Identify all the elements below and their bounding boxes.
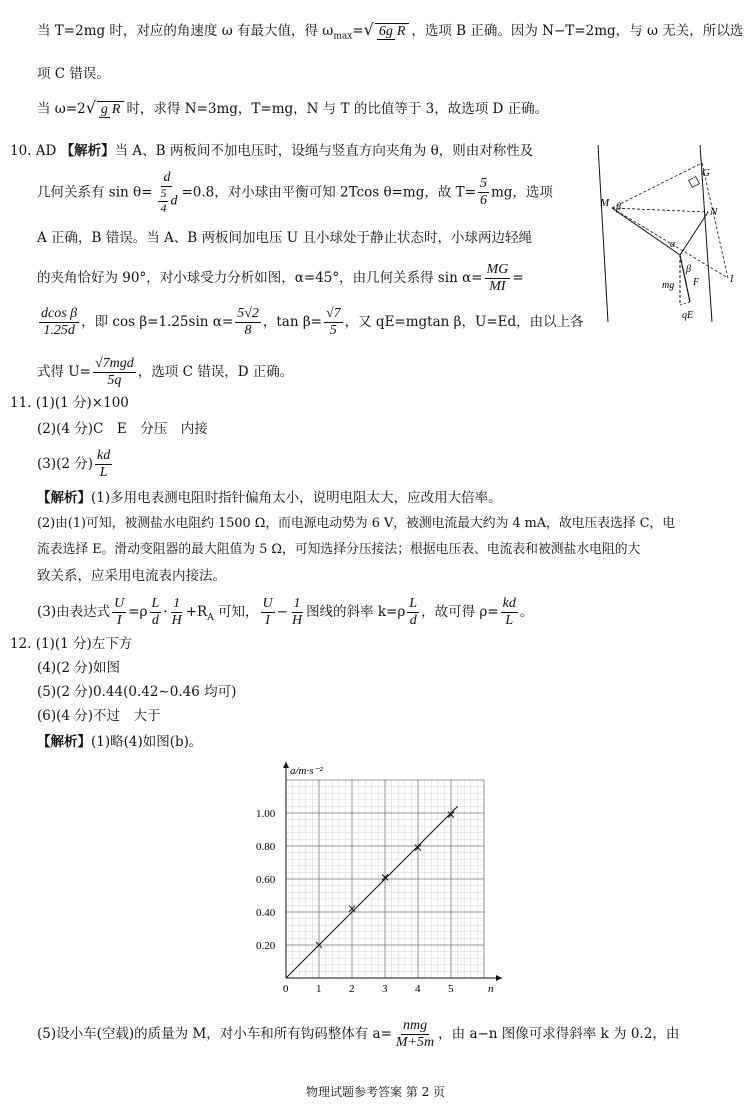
numerator: 6g bbox=[378, 23, 393, 39]
text-line: − bbox=[276, 604, 288, 621]
numerator: √7 bbox=[324, 306, 343, 323]
y-tick-label: 0.20 bbox=[256, 940, 276, 952]
dashed-line bbox=[612, 163, 702, 208]
numerator: d bbox=[161, 170, 172, 187]
text-line bbox=[37, 1018, 679, 1051]
numerator: L bbox=[150, 596, 162, 613]
plate-a bbox=[598, 145, 608, 322]
text-line: ，即 cos β=1.25sin α= bbox=[81, 314, 234, 331]
y-tick-label: 1.00 bbox=[256, 808, 276, 820]
denominator: R bbox=[111, 101, 121, 117]
text-line: 致关系，应采用电流表内接法。 bbox=[37, 568, 226, 584]
fraction bbox=[158, 187, 168, 216]
dashed-line bbox=[612, 208, 708, 212]
text-line: (3)由表达式 bbox=[37, 604, 111, 621]
numerator: MG bbox=[485, 262, 511, 279]
denominator: R bbox=[396, 23, 406, 39]
sqrt-symbol: √ bbox=[363, 20, 374, 39]
numerator: 1 bbox=[171, 596, 182, 613]
text-line: (2)(4 分)C E 分压 内接 bbox=[37, 421, 208, 437]
x-tick-label: 3 bbox=[382, 983, 388, 995]
text-line bbox=[37, 170, 553, 216]
numerator: √7mgd bbox=[93, 356, 136, 373]
label-mg: mg bbox=[662, 280, 675, 291]
y-axis-arrow bbox=[283, 762, 289, 768]
numerator: g bbox=[100, 101, 108, 117]
question-10-line bbox=[10, 145, 533, 159]
label-beta-2: β bbox=[686, 264, 691, 275]
text-line: 可知， bbox=[213, 604, 259, 621]
text-line bbox=[37, 596, 533, 629]
text-line: 几何关系有 sin θ= bbox=[37, 184, 153, 201]
numerator: 1 bbox=[292, 596, 303, 613]
label-m: M bbox=[600, 197, 610, 209]
chart-ylabel: a/m·s⁻² bbox=[290, 765, 323, 777]
text-line: 11. (1)(1 分)×100 bbox=[10, 395, 129, 411]
text-line: A 正确，B 错误。当 A、B 两板间加电压 U 且小球处于静止状态时，小球两边轻绳 bbox=[37, 230, 532, 246]
text-line bbox=[37, 22, 743, 42]
variable: d bbox=[170, 193, 178, 209]
text-line: 流表选择 E。滑动变阻器的最大阻值为 5 Ω，可知选择分压接法；根据电压表、电流表和被测盐水电阻的大 bbox=[37, 542, 641, 557]
text-line bbox=[37, 262, 524, 295]
y-tick-label: 0.60 bbox=[256, 874, 276, 886]
force-diagram bbox=[590, 140, 750, 330]
text-line: 式得 U= bbox=[37, 364, 91, 381]
denominator: L bbox=[505, 613, 514, 629]
fraction bbox=[290, 596, 304, 629]
fraction bbox=[407, 596, 419, 629]
denominator: L bbox=[99, 465, 108, 481]
text-line: · bbox=[163, 604, 168, 621]
text-line: 当 ω=2 bbox=[37, 101, 86, 117]
text-line: 。 bbox=[519, 604, 534, 621]
denominator bbox=[154, 187, 179, 216]
f-arrow bbox=[680, 255, 690, 302]
x-tick-label: 4 bbox=[415, 983, 421, 995]
text-line bbox=[37, 492, 502, 506]
text-line bbox=[37, 736, 202, 750]
numerator: 5√2 bbox=[235, 306, 261, 323]
denominator: 6 bbox=[479, 193, 487, 209]
label-n: N bbox=[710, 206, 718, 218]
text-line: = bbox=[352, 23, 364, 39]
denominator: d bbox=[409, 613, 417, 629]
label-alpha: α bbox=[670, 239, 676, 250]
fraction bbox=[485, 262, 511, 295]
text-line: 时，求得 N=3mg，T=mg，N 与 T 的比值等于 3，故选项 D 正确。 bbox=[126, 101, 549, 117]
text-line: ，选项 B 正确。因为 N−T=2mg，与 ω 无关，所以选 bbox=[411, 23, 744, 39]
answer: 10. AD bbox=[10, 143, 57, 159]
numerator: nmg bbox=[401, 1018, 429, 1035]
text-line: =ρ bbox=[128, 604, 148, 621]
a-n-chart bbox=[240, 760, 520, 1000]
x-tick-label: 1 bbox=[316, 983, 322, 995]
rope-right bbox=[680, 212, 708, 255]
text-line: =0.8，对小球由平衡可知 2Tcos θ=mg，故 T= bbox=[181, 184, 476, 201]
page-footer: 物理试题参考答案 第 2 页 bbox=[305, 1085, 446, 1099]
fraction bbox=[112, 596, 126, 629]
analysis-tag: 【解析】 bbox=[37, 490, 91, 506]
denominator: 8 bbox=[244, 323, 252, 339]
fraction bbox=[375, 23, 410, 40]
text-line: ，tan β= bbox=[262, 314, 322, 331]
numerator: U bbox=[261, 596, 275, 613]
denominator: 5q bbox=[107, 373, 122, 389]
text-line bbox=[37, 448, 114, 481]
label-i: I bbox=[730, 274, 734, 285]
text-line: (1)多用电表测电阻时指针偏角太小，说明电阻太大，应改用大倍率。 bbox=[91, 490, 502, 506]
chart-xlabel: n bbox=[488, 983, 494, 995]
analysis-tag: 【解析】 bbox=[60, 143, 115, 159]
denominator: 4 bbox=[160, 200, 167, 215]
fraction bbox=[170, 596, 184, 629]
text-line: ，选项 C 错误，D 正确。 bbox=[137, 364, 294, 381]
text-line: ，故可得 ρ= bbox=[421, 604, 499, 621]
text-line: (2)由(1)可知，被测盐水电阻约 1500 Ω，而电源电动势为 6 V，被测电流最大约为 4 mA，故电压表选择 C，电 bbox=[37, 516, 676, 531]
y-tick-label: 0.40 bbox=[256, 907, 276, 919]
fraction bbox=[97, 101, 125, 118]
text-line: (5)(2 分)0.44(0.42∼0.46 均可) bbox=[37, 684, 237, 700]
text-line: 的夹角恰好为 90°，对小球受力分析如图，α=45°，由几何关系得 sin α= bbox=[37, 270, 483, 287]
fraction bbox=[501, 596, 518, 629]
dashed-line bbox=[702, 163, 728, 278]
text-line bbox=[37, 356, 293, 389]
label-f: F bbox=[693, 277, 700, 288]
text-line: 当 A、B 两板间不加电压时，设绳与竖直方向夹角为 θ，则由对称性及 bbox=[114, 143, 534, 159]
numerator: 5 bbox=[160, 186, 167, 201]
denominator: I bbox=[116, 613, 122, 629]
y-tick-label: 0.80 bbox=[256, 841, 276, 853]
label-beta: β bbox=[616, 202, 621, 213]
fraction bbox=[93, 356, 136, 389]
qe-line bbox=[680, 302, 690, 305]
text-line: 项 C 错误。 bbox=[37, 66, 110, 82]
x-tick-label: 2 bbox=[349, 983, 355, 995]
text-line bbox=[37, 306, 584, 339]
text-line bbox=[37, 100, 548, 118]
fraction bbox=[154, 170, 179, 216]
fraction bbox=[394, 1018, 436, 1051]
fraction bbox=[95, 448, 112, 481]
denominator: H bbox=[291, 613, 303, 629]
text-line: 图线的斜率 k=ρ bbox=[306, 604, 406, 621]
denominator: MI bbox=[489, 279, 506, 295]
x-axis-arrow bbox=[496, 975, 502, 981]
denominator: H bbox=[171, 613, 182, 629]
numerator: L bbox=[407, 596, 419, 613]
x-tick-label: 5 bbox=[448, 983, 454, 995]
denominator: M+5m bbox=[395, 1035, 435, 1051]
fraction bbox=[39, 306, 79, 339]
denominator: 5 bbox=[329, 323, 337, 339]
numerator: dcos β bbox=[39, 306, 79, 323]
denominator: d bbox=[151, 613, 159, 629]
text-line: mg，选项 bbox=[490, 184, 553, 201]
subscript: A bbox=[207, 612, 214, 623]
analysis-tag: 【解析】 bbox=[37, 734, 91, 750]
numerator: 5 bbox=[478, 176, 489, 193]
fraction bbox=[478, 176, 489, 209]
denominator: I bbox=[265, 613, 270, 629]
numerator: kd bbox=[501, 596, 518, 613]
text-line: ，由 a−n 图像可求得斜率 k 为 0.2，由 bbox=[438, 1026, 680, 1043]
x-tick-label: 0 bbox=[283, 983, 289, 995]
text-line: (5)设小车(空载)的质量为 M，对小车和所有钩码整体有 a= bbox=[37, 1026, 392, 1043]
fraction bbox=[261, 596, 275, 629]
text-line: 当 T=2mg 时，对应的角速度 ω 有最大值，得 ω bbox=[37, 23, 334, 39]
sqrt-symbol: √ bbox=[85, 98, 96, 117]
denominator: 1.25d bbox=[43, 323, 75, 339]
fraction bbox=[324, 306, 343, 339]
fraction bbox=[150, 596, 162, 629]
text-line: (1)略(4)如图(b)。 bbox=[91, 734, 203, 750]
text-line: (3)(2 分) bbox=[37, 456, 94, 473]
text-line: ，又 qE=mgtan β，U=Ed，由以上各 bbox=[344, 314, 584, 331]
text-line: = bbox=[512, 270, 524, 287]
fraction bbox=[235, 306, 261, 339]
label-qe: qE bbox=[682, 310, 694, 321]
text-line: +R bbox=[185, 604, 208, 621]
numerator: kd bbox=[95, 448, 112, 465]
label-g: G bbox=[702, 167, 710, 179]
subscript: max bbox=[333, 31, 353, 42]
numerator: U bbox=[112, 596, 126, 613]
text-line: (6)(4 分)不过 大于 bbox=[37, 708, 161, 724]
text-line: 12. (1)(1 分)左下方 bbox=[10, 636, 133, 652]
right-angle-mark bbox=[689, 177, 700, 188]
text-line: (4)(2 分)如图 bbox=[37, 660, 121, 676]
